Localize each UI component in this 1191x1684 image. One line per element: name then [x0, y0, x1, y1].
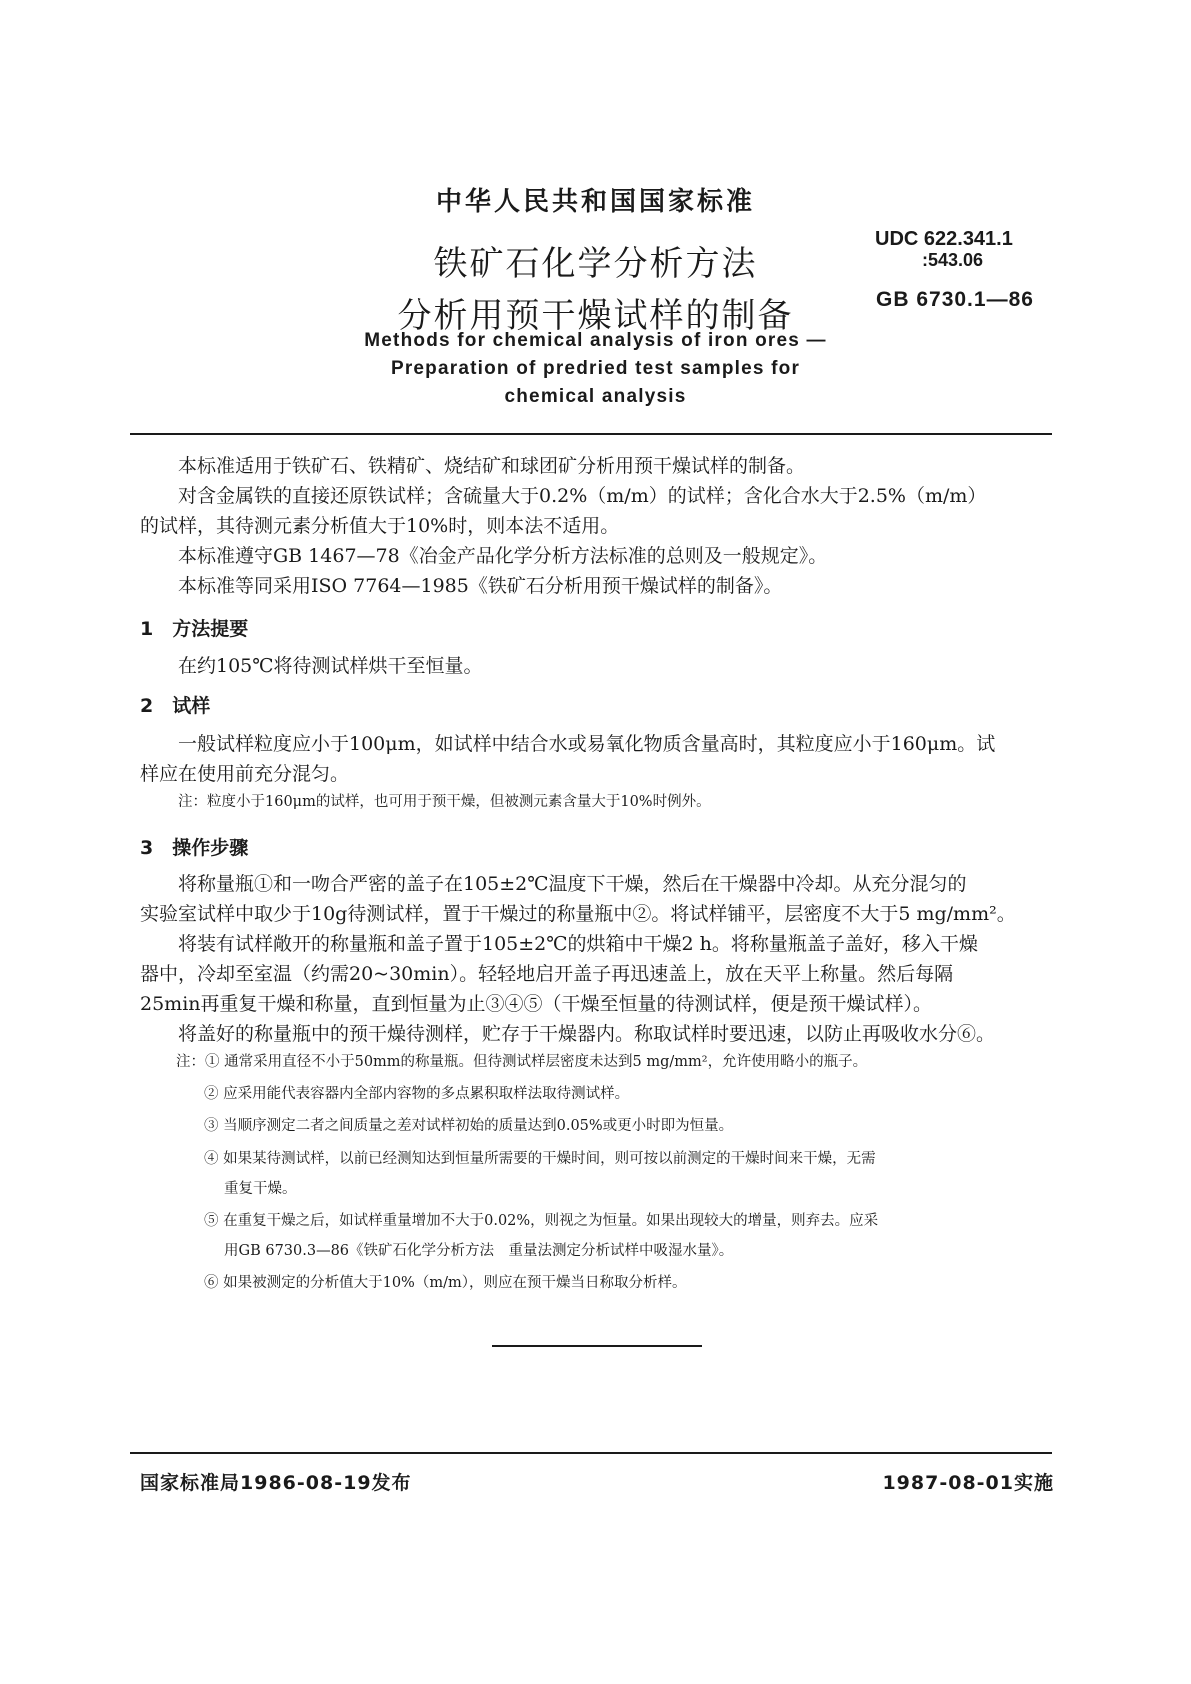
- footnote-4: ④ 如果某待测试样，以前已经测知达到恒量所需要的干燥时间，则可按以前测定的干燥时间来干燥，无需: [204, 1151, 876, 1167]
- gb-number: GB 6730.1—86: [876, 288, 1034, 311]
- section-3-paragraph-2-line2: 器中，冷却至室温（约需20~30min）。轻轻地启开盖子再迅速盖上，放在天平上称量。然后每隔: [140, 963, 954, 985]
- section-3-paragraph-3: 将盖好的称量瓶中的预干燥待测样，贮存于干燥器内。称取试样时要迅速，以防止再吸收水分⑥。: [178, 1023, 996, 1045]
- footnote-5-continued: 用GB 6730.3—86《铁矿石化学分析方法 重量法测定分析试样中吸湿水量》。: [224, 1243, 734, 1259]
- section-3-paragraph-2-line3: 25min再重复干燥和称量，直到恒量为止③④⑤（干燥至恒量的待测试样，便是预干燥试样）。: [140, 993, 933, 1015]
- effective-date: 1987-08-01实施: [882, 1472, 1054, 1494]
- intro-paragraph-2: 对含金属铁的直接还原铁试样；含硫量大于0.2%（m/m）的试样；含化合水大于2.5%（m/m）: [178, 485, 987, 507]
- footnote-6: ⑥ 如果被测定的分析值大于10%（m/m），则应在预干燥当日称取分析样。: [204, 1275, 687, 1291]
- section-3-paragraph-2: 将装有试样敞开的称量瓶和盖子置于105±2℃的烘箱中干燥2 h。将称量瓶盖子盖好，移入干燥: [178, 933, 978, 955]
- section-2-text-continued: 样应在使用前充分混匀。: [140, 763, 350, 785]
- header-divider: [130, 433, 1052, 435]
- footnote-3: ③ 当顺序测定二者之间质量之差对试样初始的质量达到0.05%或更小时即为恒量。: [204, 1118, 734, 1134]
- section-2-text: 一般试样粒度应小于100μm，如试样中结合水或易氧化物质含量高时，其粒度应小于160μm。试: [178, 733, 996, 755]
- section-3-paragraph-1-continued: 实验室试样中取少于10g待测试样，置于干燥过的称量瓶中②。将试样铺平，层密度不大于5 mg/mm²。: [140, 903, 1016, 925]
- intro-paragraph-4: 本标准等同采用ISO 7764—1985《铁矿石分析用预干燥试样的制备》。: [178, 575, 783, 597]
- issue-date: 国家标准局1986-08-19发布: [140, 1472, 412, 1494]
- footnote-4-continued: 重复干燥。: [224, 1181, 297, 1197]
- section-2-note: 注：粒度小于160μm的试样，也可用于预干燥，但被测元素含量大于10%时例外。: [178, 794, 711, 810]
- section-3-heading: 3 操作步骤: [140, 837, 249, 859]
- english-title-line1: Methods for chemical analysis of iron ores —: [364, 330, 827, 351]
- document-title-line2: 分析用预干燥试样的制备: [397, 296, 794, 336]
- intro-paragraph-3: 本标准遵守GB 1467—78《冶金产品化学分析方法标准的总则及一般规定》。: [178, 545, 828, 567]
- udc-code-continued: :543.06: [922, 250, 984, 270]
- section-1-heading: 1 方法提要: [140, 618, 249, 640]
- english-title-line2: Preparation of predried test samples for: [390, 358, 801, 379]
- footnote-1: 注：① 通常采用直径不小于50mm的称量瓶。但待测试样层密度未达到5 mg/mm²，允许使用略小的瓶子。: [176, 1054, 868, 1070]
- document-title-line1: 铁矿石化学分析方法: [433, 244, 758, 284]
- footer-divider: [130, 1452, 1052, 1454]
- national-standard-heading: 中华人民共和国国家标准: [435, 187, 755, 217]
- section-1-text: 在约105℃将待测试样烘干至恒量。: [178, 655, 483, 677]
- section-2-heading: 2 试样: [140, 695, 211, 717]
- end-of-text-mark: [492, 1345, 702, 1347]
- udc-code: UDC 622.341.1: [875, 228, 1013, 250]
- section-3-paragraph-1: 将称量瓶①和一吻合严密的盖子在105±2℃温度下干燥，然后在干燥器中冷却。从充分混匀的: [178, 873, 967, 895]
- english-title-line3: chemical analysis: [504, 386, 687, 407]
- intro-paragraph-2-continued: 的试样，其待测元素分析值大于10%时，则本法不适用。: [140, 515, 620, 537]
- intro-paragraph-1: 本标准适用于铁矿石、铁精矿、烧结矿和球团矿分析用预干燥试样的制备。: [178, 455, 806, 477]
- footnote-2: ② 应采用能代表容器内全部内容物的多点累积取样法取待测试样。: [204, 1086, 630, 1102]
- footnote-5: ⑤ 在重复干燥之后，如试样重量增加不大于0.02%，则视之为恒量。如果出现较大的增量，则弃去。应采: [204, 1213, 879, 1229]
